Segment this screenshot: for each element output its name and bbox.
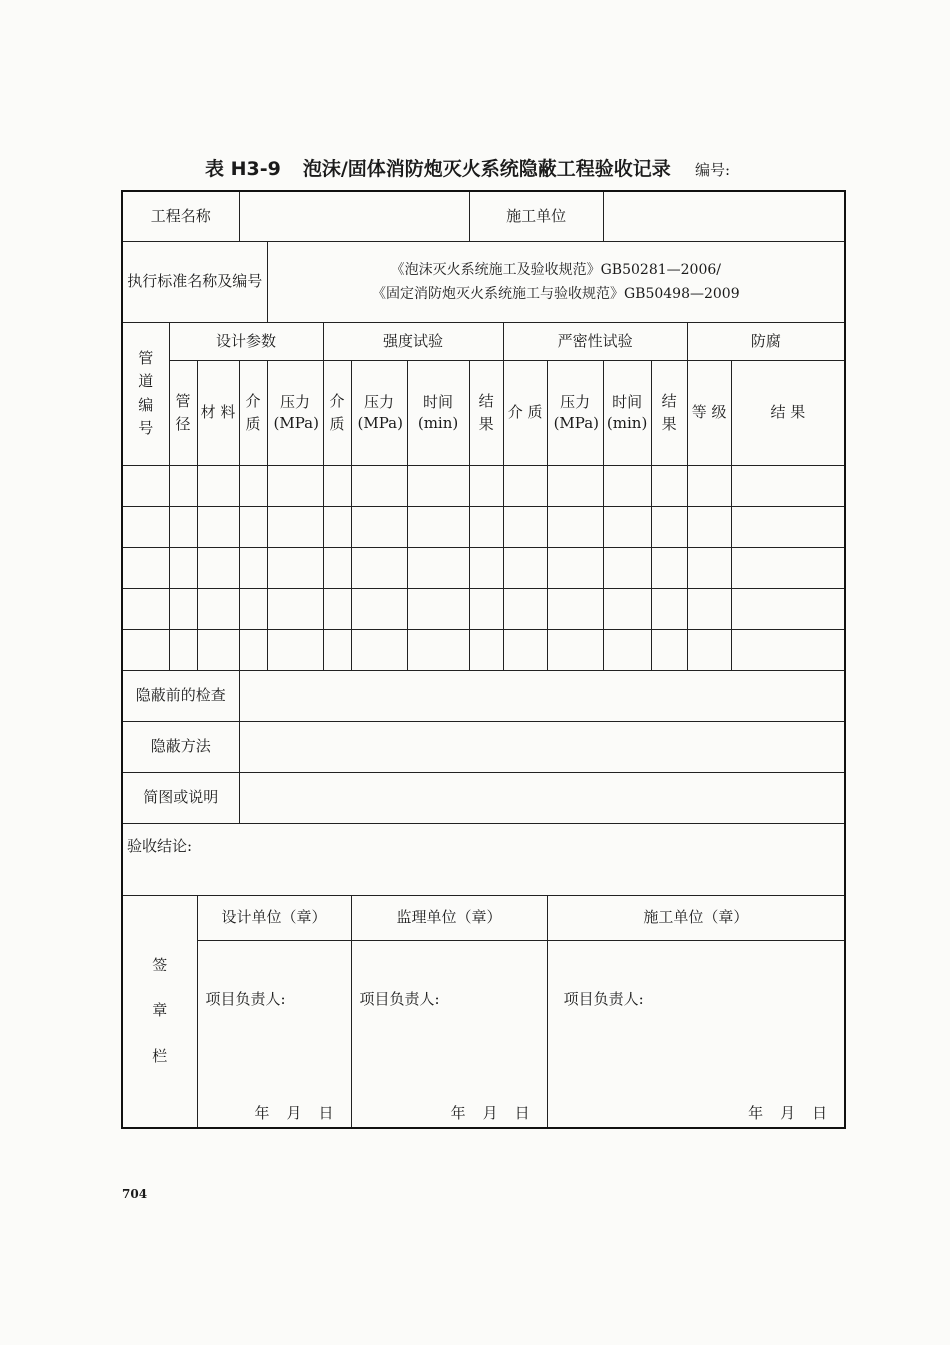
supervision-unit-seal-title: 监理单位（章） — [351, 895, 547, 940]
sketch-row — [122, 772, 845, 823]
table-cell[interactable] — [239, 506, 267, 547]
table-cell[interactable] — [169, 588, 197, 629]
table-cell[interactable] — [503, 465, 547, 506]
page-number: 704 — [122, 1187, 148, 1201]
table-cell[interactable] — [122, 588, 169, 629]
contractor-field[interactable] — [603, 191, 845, 241]
table-row — [122, 465, 845, 506]
signature-body-row — [122, 940, 845, 1128]
table-cell[interactable] — [169, 465, 197, 506]
table-cell[interactable] — [323, 547, 351, 588]
form-title: 泡沫/固体消防炮灭火系统隐蔽工程验收记录 — [302, 158, 671, 180]
standard-value — [267, 241, 845, 322]
table-cell[interactable] — [407, 465, 469, 506]
table-cell[interactable] — [122, 465, 169, 506]
table-row — [122, 629, 845, 670]
strength-medium-header: 介质 — [323, 360, 351, 465]
table-cell[interactable] — [169, 547, 197, 588]
supervision-unit-signature[interactable] — [351, 940, 547, 1128]
standard-line-1: 《泡沫灭火系统施工及验收规范》GB50281—2006/ — [390, 261, 721, 278]
tightness-pressure-header: 压力(MPa) — [547, 360, 603, 465]
table-cell[interactable] — [603, 629, 651, 670]
anticorrosion-result-header: 结 果 — [731, 360, 845, 465]
table-cell[interactable] — [651, 547, 687, 588]
table-cell[interactable] — [651, 629, 687, 670]
table-cell[interactable] — [407, 506, 469, 547]
tightness-test-header: 严密性试验 — [503, 322, 687, 360]
serial-number-label: 编号: — [695, 161, 731, 179]
table-cell[interactable] — [503, 506, 547, 547]
table-cell[interactable] — [603, 547, 651, 588]
strength-pressure-header: 压力(MPa) — [351, 360, 407, 465]
construction-unit-person-label: 项目负责人: — [563, 989, 644, 1008]
strength-test-header: 强度试验 — [323, 322, 503, 360]
table-cell[interactable] — [687, 506, 731, 547]
table-cell[interactable] — [651, 506, 687, 547]
table-cell[interactable] — [351, 629, 407, 670]
table-cell[interactable] — [547, 547, 603, 588]
table-cell[interactable] — [687, 547, 731, 588]
table-cell[interactable] — [469, 588, 503, 629]
table-cell[interactable] — [122, 506, 169, 547]
design-unit-date-label: 年 月 日 — [254, 1103, 335, 1122]
table-cell[interactable] — [687, 465, 731, 506]
pipe-number-header: 管道编号 — [122, 322, 169, 465]
standard-label: 执行标准名称及编号 — [122, 241, 267, 322]
strength-result-header: 结果 — [469, 360, 503, 465]
method-label: 隐蔽方法 — [122, 721, 239, 772]
table-cell[interactable] — [267, 588, 323, 629]
pre-check-label: 隐蔽前的检查 — [122, 670, 239, 721]
table-cell[interactable] — [687, 629, 731, 670]
signature-column-label: 签章栏 — [122, 895, 197, 1128]
table-cell[interactable] — [122, 629, 169, 670]
table-cell[interactable] — [267, 506, 323, 547]
table-cell[interactable] — [122, 547, 169, 588]
construction-unit-seal-title: 施工单位（章） — [547, 895, 845, 940]
diameter-header: 管径 — [169, 360, 197, 465]
table-cell[interactable] — [731, 588, 845, 629]
table-cell[interactable] — [651, 465, 687, 506]
table-row — [122, 506, 845, 547]
anticorrosion-header: 防腐 — [687, 322, 845, 360]
signature-header-row — [122, 895, 845, 940]
material-header: 材 料 — [197, 360, 239, 465]
table-cell[interactable] — [469, 629, 503, 670]
table-cell[interactable] — [239, 547, 267, 588]
table-cell[interactable] — [547, 506, 603, 547]
table-cell[interactable] — [197, 629, 239, 670]
table-cell[interactable] — [503, 547, 547, 588]
grade-header: 等 级 — [687, 360, 731, 465]
table-cell[interactable] — [547, 588, 603, 629]
conclusion-field[interactable] — [122, 823, 845, 895]
table-cell[interactable] — [603, 588, 651, 629]
standard-line-2: 《固定消防炮灭火系统施工与验收规范》GB50498—2009 — [371, 285, 740, 302]
table-cell[interactable] — [239, 629, 267, 670]
table-cell[interactable] — [407, 629, 469, 670]
table-cell[interactable] — [547, 629, 603, 670]
conclusion-row — [122, 823, 845, 895]
table-cell[interactable] — [351, 506, 407, 547]
acceptance-record-table — [121, 190, 846, 1129]
table-cell[interactable] — [687, 588, 731, 629]
pre-check-field[interactable] — [239, 670, 845, 721]
standard-row — [122, 241, 845, 322]
tightness-medium-header: 介 质 — [503, 360, 547, 465]
table-cell[interactable] — [407, 588, 469, 629]
table-cell[interactable] — [651, 588, 687, 629]
design-unit-signature[interactable] — [197, 940, 351, 1128]
table-cell[interactable] — [731, 465, 845, 506]
table-row — [122, 547, 845, 588]
table-cell[interactable] — [469, 506, 503, 547]
table-cell[interactable] — [351, 465, 407, 506]
construction-unit-signature[interactable] — [547, 940, 845, 1128]
design-medium-header: 介质 — [239, 360, 267, 465]
table-cell[interactable] — [351, 547, 407, 588]
table-cell[interactable] — [731, 506, 845, 547]
table-cell[interactable] — [603, 465, 651, 506]
pre-check-row — [122, 670, 845, 721]
tightness-result-header: 结果 — [651, 360, 687, 465]
table-cell[interactable] — [239, 588, 267, 629]
table-cell[interactable] — [407, 547, 469, 588]
construction-unit-date-label: 年 月 日 — [748, 1103, 829, 1122]
table-cell[interactable] — [267, 629, 323, 670]
table-cell[interactable] — [197, 506, 239, 547]
conclusion-label: 验收结论: — [127, 836, 193, 855]
table-cell[interactable] — [469, 547, 503, 588]
table-cell[interactable] — [267, 465, 323, 506]
design-unit-seal-title: 设计单位（章） — [197, 895, 351, 940]
method-field[interactable] — [239, 721, 845, 772]
project-row — [122, 191, 845, 241]
table-cell[interactable] — [603, 506, 651, 547]
table-cell[interactable] — [503, 629, 547, 670]
table-number: 表 H3-9 — [205, 158, 281, 180]
table-cell[interactable] — [323, 588, 351, 629]
group-header-row — [122, 322, 845, 360]
design-unit-person-label: 项目负责人: — [205, 989, 286, 1008]
table-cell[interactable] — [169, 629, 197, 670]
table-cell[interactable] — [731, 629, 845, 670]
design-params-header: 设计参数 — [169, 322, 323, 360]
sketch-label: 简图或说明 — [122, 772, 239, 823]
table-cell[interactable] — [503, 588, 547, 629]
contractor-label: 施工单位 — [469, 191, 603, 241]
method-row — [122, 721, 845, 772]
table-cell[interactable] — [351, 588, 407, 629]
table-cell[interactable] — [469, 465, 503, 506]
supervision-unit-date-label: 年 月 日 — [450, 1103, 531, 1122]
supervision-unit-person-label: 项目负责人: — [359, 989, 440, 1008]
table-cell[interactable] — [731, 547, 845, 588]
table-cell[interactable] — [323, 506, 351, 547]
project-name-label: 工程名称 — [122, 191, 239, 241]
table-cell[interactable] — [323, 465, 351, 506]
design-pressure-header: 压力(MPa) — [267, 360, 323, 465]
strength-time-header: 时间(min) — [407, 360, 469, 465]
table-cell[interactable] — [197, 547, 239, 588]
tightness-time-header: 时间(min) — [603, 360, 651, 465]
table-cell[interactable] — [547, 465, 603, 506]
sub-header-row — [122, 360, 845, 465]
table-cell[interactable] — [323, 629, 351, 670]
table-cell[interactable] — [197, 588, 239, 629]
project-name-field[interactable] — [239, 191, 469, 241]
table-cell[interactable] — [169, 506, 197, 547]
table-cell[interactable] — [267, 547, 323, 588]
table-cell[interactable] — [239, 465, 267, 506]
table-row — [122, 588, 845, 629]
table-cell[interactable] — [197, 465, 239, 506]
page-title — [205, 154, 671, 181]
sketch-field[interactable] — [239, 772, 845, 823]
